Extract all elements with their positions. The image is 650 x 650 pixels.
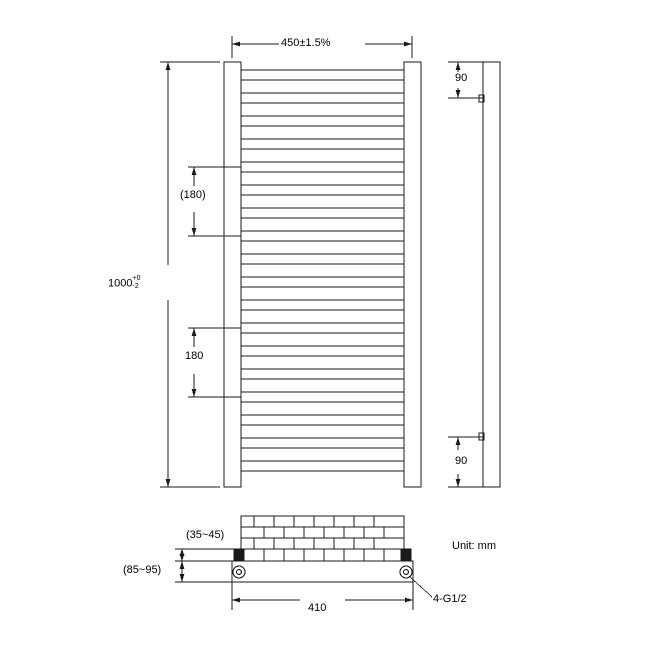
dim-label-height-1000: 1000 +0 -2 (108, 275, 141, 290)
leader-4g12 (409, 576, 432, 597)
dim-label-side-bottom-90: 90 (455, 455, 468, 467)
dim-bracket-depths (175, 549, 234, 582)
dim-label-bracket-depth-lower: (85~95) (123, 564, 162, 576)
side-view (476, 62, 500, 487)
dim-label-width-450: 450±1.5% (281, 37, 331, 49)
plan-view (232, 516, 413, 582)
dim-spacing-upper-180 (188, 167, 241, 236)
dim-label-side-top-90: 90 (455, 72, 468, 84)
front-view-bars (241, 70, 404, 471)
dim-label-bottom-410: 410 (308, 602, 327, 614)
dim-height-1000 (160, 62, 220, 487)
dim-label-spacing-lower: 180 (185, 350, 204, 362)
label-unit-note: Unit: mm (452, 540, 496, 552)
label-connection-4g12: 4-G1/2 (433, 593, 467, 605)
dim-label-bracket-depth-upper: (35~45) (186, 529, 225, 541)
dim-label-spacing-upper: (180) (180, 189, 206, 201)
dim-spacing-lower-180 (188, 328, 241, 397)
